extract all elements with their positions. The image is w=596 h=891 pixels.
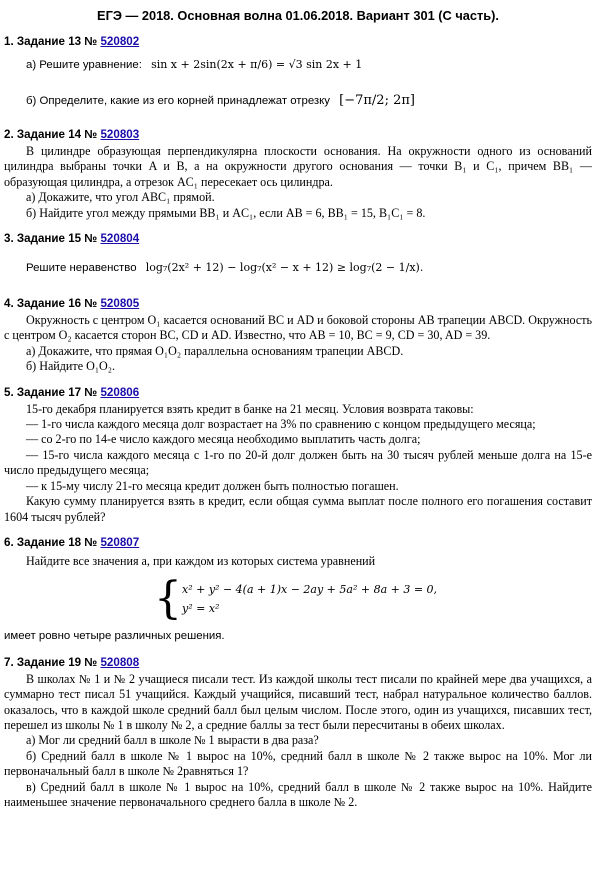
task-18 [4,535,592,645]
list-item: — к 15-му числу 21-го месяца кредит должен быть полностью погашен. [26,478,399,493]
task-13 [4,34,592,115]
page-title: ЕГЭ — 2018. Основная волна 01.06.2018. Вариант 301 (C часть). [97,8,499,23]
task-heading: 2. Задание 14 № 520803 [4,128,140,141]
list-item: — 1-го числа каждого месяца долг возрастает на 3% по сравнению с концом предыдущего месяца; [26,417,536,432]
task-link-520802[interactable]: 520802 [100,35,140,48]
task-17 [4,385,592,525]
equation-system [154,573,438,625]
task-link-520805[interactable]: 520805 [100,297,140,311]
task-link-520807[interactable]: 520807 [100,535,140,549]
list-item: — 15-го числа каждого месяца с 1-го по 20-й долг должен быть на 30 тысяч рублей меньше долга на 15-е число предыдущего месяца; [4,447,592,478]
list-item: — со 2-го по 14-е число каждого месяца необходимо выплатить часть долга; [26,432,421,447]
task-link-520804[interactable]: 520804 [100,232,140,246]
task-14 [4,127,592,221]
task-16 [4,296,592,375]
task-15 [4,231,592,286]
task-heading: 3. Задание 15 № 520804 [4,232,140,246]
task-heading: 6. Задание 18 № 520807 [4,535,140,549]
system-equation-1: x² + y² − 4(a + 1)x − 2ay + 5a² + 8a + 3 = 0, [182,583,438,597]
task-link-520803[interactable]: 520803 [100,128,140,141]
task-inequality: Решите неравенство log₇(2x² + 12) − log₇(x² − x + 12) ≥ log₇(2 − 1/x). [26,261,424,275]
task-part-b: б) Определите, какие из его корней принадлежат отрезку [−7π/2; 2π] [26,93,415,108]
task-link-520806[interactable]: 520806 [100,385,140,399]
inequality: log₇(2x² + 12) − log₇(x² − x + 12) ≥ log₇(2 − 1/x). [145,261,424,275]
interval: [−7π/2; 2π] [339,93,415,108]
task-heading: 7. Задание 19 № 520808 [4,655,140,669]
task-text: В школах № 1 и № 2 учащиеся писали тест. Из каждой школы тест писали по крайней мере два учащихся, а суммарно тест писал 51 учащийся. Каждый учащийся, писавший тест, набрал натуральное количество баллов. оказалось, что в каждой школе средний балл был целым числом. После этого, один из учащихся, писавших тест, перешел из школы № 1 в школу № 2, а средние баллы за тест были пересчитаны в обеих школах. а) Мог ли средний балл в школе № 1 вырасти в два раза? б) Средний балл в школе № 1 вырос на 10%, средний балл в школе № 2 также вырос на 10%. Мог ли первоначальный балл в школе № 2равняться 1? в) Средний балл в школе № 1 вырос на 10%, средний балл в школе № 2 также вырос на 10%. Найдите наименьшее значение первоначального среднего балла в школе № 2. [4,671,592,809]
task-heading: 1. Задание 13 № 520802 [4,35,140,48]
task-text: Найдите все значения a, при каждом из которых система уравнений { x² + y² − 4(a + 1)x − 2ay + 5a² + 8a + 3 = 0, y² = x² имеет ровно четыре различных решения. [4,553,438,643]
task-19 [4,655,592,811]
task-link-520808[interactable]: 520808 [100,655,140,669]
task-text: Окружность с центром O₁ касается оснований BC и AD и боковой стороны AB трапеции ABCD. Окружность с центром O₂ касается сторон BC, CD и AD. Известно, что AB = 10, BC = 9, CD = 30, AD = 39. а) Докажите, что прямая O₁O₂ параллельна основаниям трапеции ABCD. б) Найдите O₁O₂. [4,313,592,374]
task-text: 15-го декабря планируется взять кредит в банке на 21 месяц. Условия возврата таковы: — 1-го числа каждого месяца долг возрастает на 3% по сравнению с концом предыдущего месяца; — со 2-го по 14-е число каждого месяца необходимо выплатить часть долга; — 15-го числа каждого месяца с 1-го по 20-й долг должен быть на 30 тысяч рублей меньше долга на 15-е число предыдущего месяца; — к 15-му числу 21-го месяца кредит должен быть полностью погашен. Какую сумму планируется взять в кредит, если общая сумма выплат после полного его погашения составит 1604 тысяч рублей? [4,401,592,524]
system-equation-2: y² = x² [182,602,220,616]
task-part-a: а) Решите уравнение: sin x + 2sin(2x + π/6) = √3 sin 2x + 1 [26,58,363,71]
brace: { [154,573,182,625]
task-text: В цилиндре образующая перпендикулярна плоскости основания. На окружности одного из оснований цилиндра выбраны точки A и B, а на окружности другого основания — точки B₁ и C₁, причем BB₁ — образующая цилиндра, а отрезок AC₁ пересекает ось цилиндра. а) Докажите, что угол ABC₁ прямой. б) Найдите угол между прямыми BB₁ и AC₁, если AB = 6, BB₁ = 15, B₁C₁ = 8. [4,144,592,220]
equation: sin x + 2sin(2x + π/6) = √3 sin 2x + 1 [151,58,363,71]
task-heading: 4. Задание 16 № 520805 [4,297,140,311]
task-heading: 5. Задание 17 № 520806 [4,385,140,399]
